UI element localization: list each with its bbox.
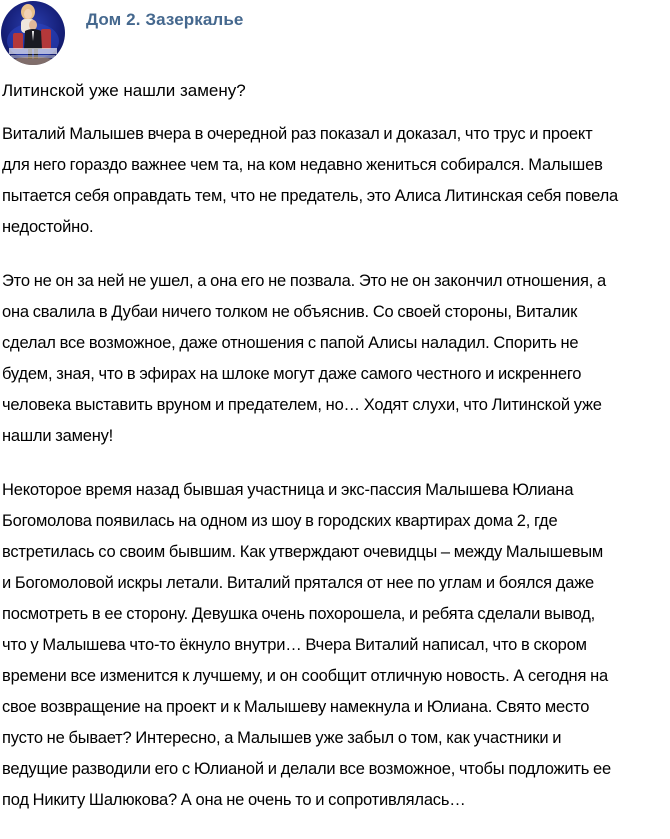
channel-avatar[interactable] (1, 1, 65, 65)
text-line: Некоторое время назад бывшая участница и экс-пассия Малышева Юлиана (2, 481, 574, 499)
text-line: посмотреть в ее сторону. Девушка очень похорошела, и ребята сделали вывод, (2, 605, 596, 623)
post-paragraph-3 (2, 475, 668, 816)
text-line: Виталий Малышев вчера в очередной раз показал и доказал, что трус и проект (2, 125, 593, 143)
text-line: сделал все возможное, даже отношения с папой Алисы наладил. Спорить не (2, 334, 579, 352)
post-paragraph-2 (2, 266, 668, 452)
text-line: она свалила в Дубаи ничего толком не объяснив. Со своей стороны, Виталик (2, 303, 578, 321)
post-paragraph-1 (2, 119, 668, 243)
text-line: и Богомоловой искры летали. Виталий прятался от нее по углам и боялся даже (2, 574, 595, 592)
text-line: встретилась со своим бывшим. Как утверждают очевидцы – между Малышевым (2, 543, 604, 561)
post-title: Литинской уже нашли замену? (2, 81, 246, 100)
text-line: будем, зная, что в эфирах на шлоке могут даже самого честного и искреннего (2, 365, 582, 383)
text-line: времени все изменится к лучшему, и он сообщит отличную новость. А сегодня на (2, 667, 608, 685)
text-line: нашли замену! (2, 427, 114, 445)
text-line: пусто не бывает? Интересно, а Малышев уже забыл о том, как участники и (2, 729, 562, 747)
channel-name-link[interactable]: Дом 2. Зазеркалье (86, 10, 244, 29)
text-line: что у Малышева что-то ёкнуло внутри… Вчера Виталий написал, что в скором (2, 636, 587, 654)
channel-avatar-icon (1, 1, 65, 65)
text-line: недостойно. (2, 218, 94, 236)
text-line: Богомолова появилась на одном из шоу в городских квартирах дома 2, где (2, 512, 558, 530)
text-line: под Никиту Шалюкова? А она не очень то и сопротивлялась… (2, 791, 466, 809)
text-line: для него гораздо важнее чем та, на ком недавно жениться собирался. Малышев (2, 156, 603, 174)
post-header (0, 0, 670, 70)
text-line: человека выставить вруном и предателем, но… Ходят слухи, что Литинской уже (2, 396, 602, 414)
text-line: свое возвращение на проект и к Малышеву намекнула и Юлиана. Свято место (2, 698, 590, 716)
post-body (2, 80, 668, 839)
text-line: ведущие разводили его с Юлианой и делали все возможное, чтобы подложить ее (2, 760, 611, 778)
text-line: пытается себя оправдать тем, что не предатель, это Алиса Литинская себя повела (2, 187, 618, 205)
text-line: Это не он за ней не ушел, а она его не позвала. Это не он закончил отношения, а (2, 272, 607, 290)
